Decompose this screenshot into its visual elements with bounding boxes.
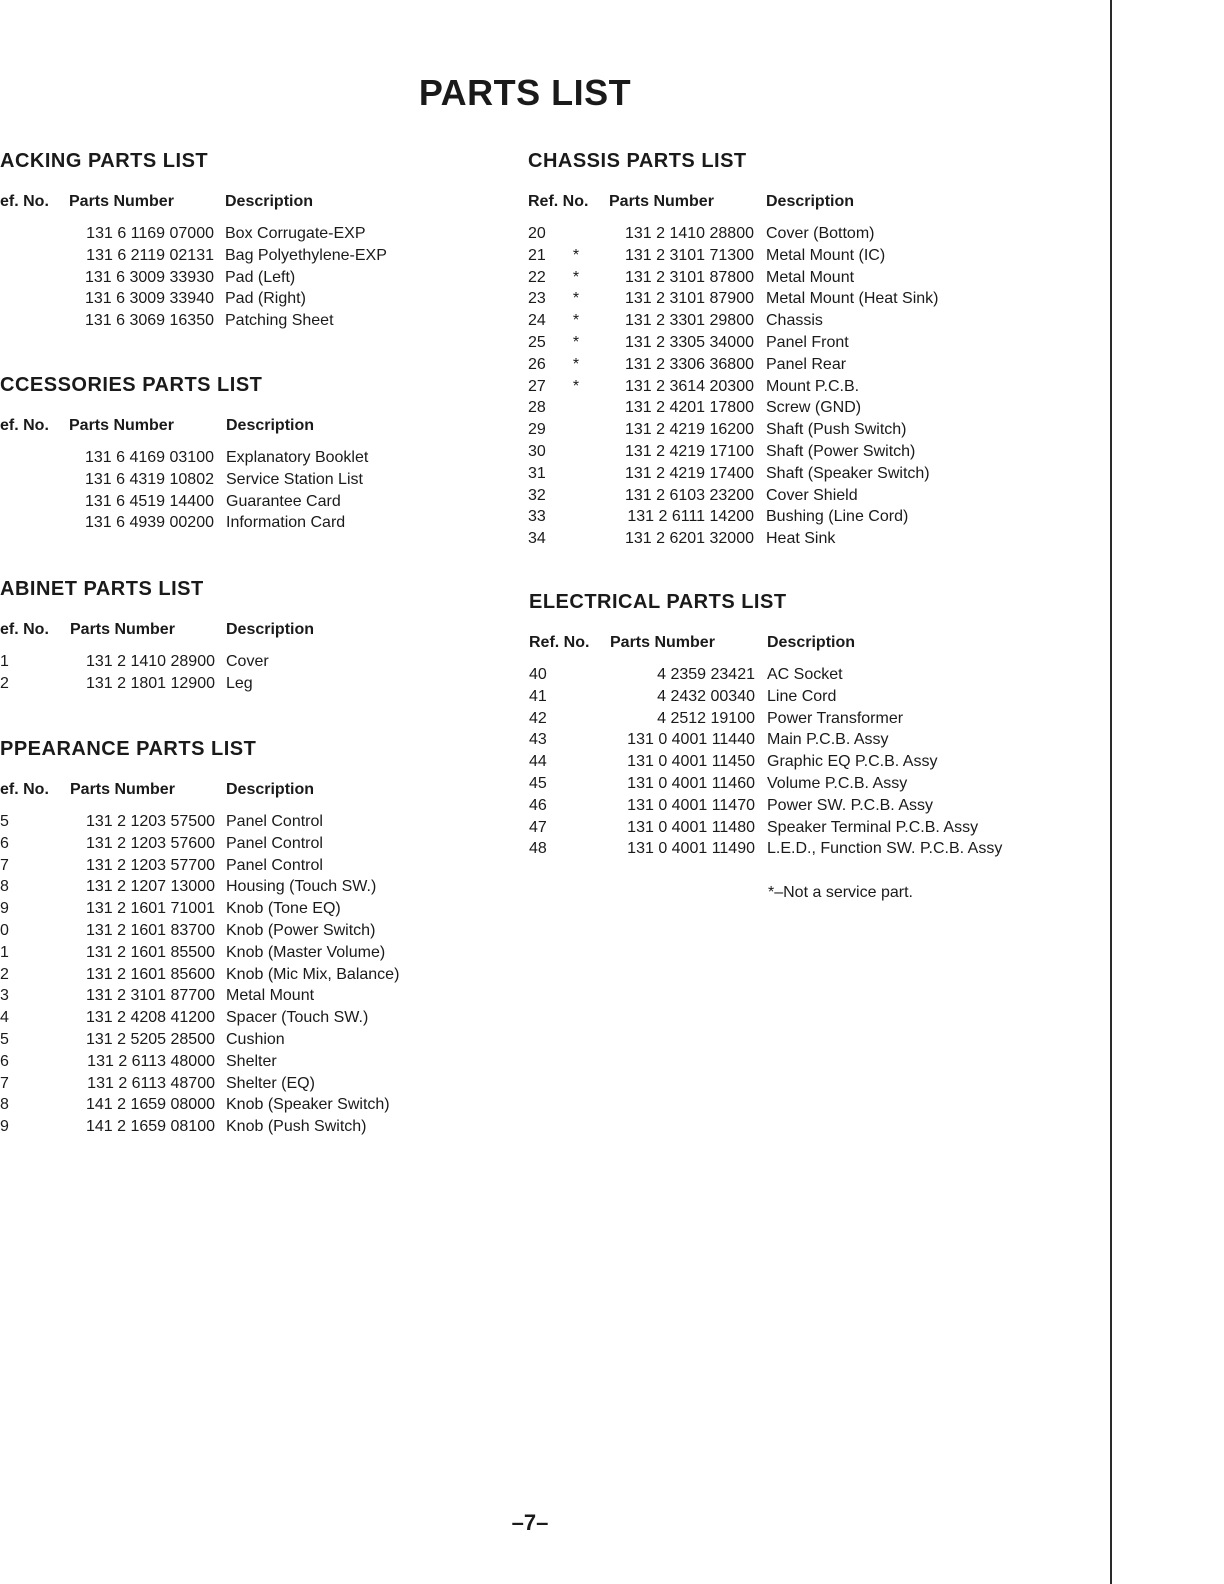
- parts-number: 4 2432 00340: [657, 687, 755, 705]
- parts-number: 131 6 4519 14400: [84, 492, 214, 510]
- description: Power Transformer: [767, 709, 904, 727]
- parts-number: 131 2 6103 23200: [624, 486, 754, 504]
- table-row: [0, 1116, 367, 1138]
- description: Knob (Mic Mix, Balance): [226, 965, 400, 983]
- ref-no: 8: [0, 878, 9, 896]
- description: Cover: [226, 653, 269, 670]
- parts-number-header: Parts Number: [69, 417, 174, 434]
- section-title: ABINET PARTS LIST: [0, 578, 204, 600]
- ref-no: 2: [0, 965, 9, 983]
- ref-no: 5: [0, 1030, 9, 1048]
- description: Pad (Right): [225, 290, 306, 308]
- parts-number: 131 2 4219 17100: [624, 442, 754, 460]
- parts-number: 131 6 4169 03100: [84, 449, 214, 466]
- description: Shaft (Push Switch): [766, 421, 907, 439]
- description: Cushion: [226, 1030, 285, 1048]
- ref-no: 6: [0, 834, 9, 852]
- parts-number: 131 2 1601 85600: [85, 965, 215, 983]
- parts-number: 131 2 6113 48700: [87, 1074, 215, 1092]
- parts-number: 131 0 4001 11480: [627, 818, 755, 836]
- parts-number: 4 2512 19100: [657, 709, 755, 727]
- ref-no: 1: [0, 653, 9, 670]
- not-service-part-note: *–Not a service part.: [768, 884, 913, 901]
- parts-number: 131 2 1801 12900: [85, 674, 215, 692]
- not-service-part-marker: *: [572, 290, 580, 308]
- description: Panel Control: [226, 856, 323, 874]
- description-header: Description: [226, 417, 315, 434]
- description: Cover Shield: [766, 486, 858, 504]
- parts-number: 131 2 3614 20300: [624, 377, 754, 395]
- parts-number: 131 2 5205 28500: [85, 1030, 215, 1048]
- parts-number: 131 2 6113 48000: [87, 1052, 215, 1070]
- description: Box Corrugate-EXP: [225, 225, 366, 242]
- description: Shelter (EQ): [226, 1074, 315, 1092]
- table-row: [0, 376, 860, 398]
- ref-no: 7: [0, 856, 9, 874]
- not-service-part-marker: *: [572, 246, 580, 264]
- description: Metal Mount (IC): [766, 246, 886, 264]
- description: Power SW. P.C.B. Assy: [767, 796, 933, 814]
- ref-no: 25: [528, 333, 546, 351]
- description: Main P.C.B. Assy: [767, 731, 889, 749]
- description: Housing (Touch SW.): [226, 878, 377, 896]
- parts-number: 131 2 1203 57500: [85, 813, 215, 830]
- binding-edge-rule: [1110, 0, 1112, 1584]
- table-row: [0, 354, 847, 376]
- description: Guarantee Card: [226, 492, 341, 510]
- ref-no: 20: [528, 225, 546, 242]
- parts-number: 131 6 3069 16350: [84, 312, 214, 330]
- description: Graphic EQ P.C.B. Assy: [767, 753, 938, 771]
- ref-no: 33: [528, 508, 546, 526]
- ref-no: 0: [0, 921, 9, 939]
- page-number: –7–: [511, 1510, 549, 1535]
- parts-number: 131 2 1601 83700: [85, 921, 215, 939]
- description: Metal Mount: [766, 268, 855, 286]
- description: Shelter: [226, 1052, 277, 1070]
- parts-number: 4 2359 23421: [657, 666, 755, 683]
- description: Knob (Tone EQ): [226, 900, 341, 918]
- description: Shaft (Power Switch): [766, 442, 916, 460]
- ref-no: 1: [0, 943, 9, 961]
- description-header: Description: [766, 193, 855, 210]
- description: Panel Control: [226, 813, 323, 830]
- parts-number: 131 6 4319 10802: [84, 470, 214, 488]
- description: Chassis: [766, 312, 823, 330]
- table-row: [0, 942, 386, 964]
- not-service-part-marker: *: [572, 377, 580, 395]
- parts-number: 131 2 3101 87900: [624, 290, 754, 308]
- table-row: [0, 729, 889, 751]
- description-header: Description: [225, 193, 314, 210]
- table-row: [0, 528, 836, 550]
- ref-no: 2: [0, 674, 9, 692]
- description: Pad (Left): [225, 268, 296, 286]
- description: Line Cord: [767, 687, 837, 705]
- not-service-part-marker: *: [572, 312, 580, 330]
- parts-number-header: Parts Number: [70, 621, 175, 638]
- ref-no: 44: [529, 753, 547, 771]
- section-title: CCESSORIES PARTS LIST: [0, 374, 263, 396]
- parts-number: 131 6 4939 00200: [84, 514, 214, 532]
- ref-no-header: Ref. No.: [529, 634, 590, 651]
- ref-no: 6: [0, 1052, 9, 1070]
- parts-number-header: Parts Number: [70, 781, 175, 798]
- table-row: [0, 898, 341, 920]
- page-title: PARTS LIST: [418, 72, 632, 113]
- ref-no-header: ef. No.: [0, 781, 49, 798]
- column-headers: [0, 634, 856, 656]
- ref-no: 8: [0, 1096, 9, 1114]
- parts-number: 131 2 3306 36800: [624, 355, 754, 373]
- parts-number: 131 0 4001 11490: [627, 840, 755, 858]
- not-service-part-marker: *: [572, 268, 580, 286]
- ref-no: 40: [529, 666, 547, 683]
- parts-number: 131 2 3101 87700: [85, 987, 215, 1005]
- table-row: [0, 664, 843, 686]
- description: Panel Front: [766, 333, 849, 351]
- ref-no: 48: [529, 840, 547, 858]
- description: Shaft (Speaker Switch): [766, 464, 930, 482]
- ref-no: 26: [528, 355, 546, 373]
- description: AC Socket: [767, 666, 843, 683]
- description-header: Description: [226, 621, 315, 638]
- description: Metal Mount (Heat Sink): [766, 290, 939, 308]
- parts-number: 131 2 4201 17800: [624, 399, 754, 417]
- table-row: [0, 920, 376, 942]
- table-row: [0, 1094, 390, 1116]
- ref-no: 34: [528, 530, 546, 548]
- parts-number: 131 0 4001 11440: [627, 731, 755, 749]
- parts-number: 131 2 4219 16200: [624, 421, 754, 439]
- section-title: ACKING PARTS LIST: [0, 150, 209, 172]
- description: Knob (Push Switch): [226, 1118, 367, 1136]
- ref-no: 9: [0, 1118, 9, 1136]
- description: Bag Polyethylene-EXP: [225, 246, 387, 264]
- description: Knob (Speaker Switch): [226, 1096, 390, 1114]
- description-header: Description: [226, 781, 315, 798]
- not-service-part-marker: *: [572, 355, 580, 373]
- parts-number: 141 2 1659 08000: [85, 1096, 215, 1114]
- parts-number-header: Parts Number: [69, 193, 174, 210]
- section-title: PPEARANCE PARTS LIST: [0, 738, 257, 760]
- parts-number-header: Parts Number: [610, 634, 715, 651]
- table-row: [0, 751, 938, 773]
- ref-no: 21: [528, 246, 546, 264]
- description: L.E.D., Function SW. P.C.B. Assy: [767, 840, 1003, 858]
- parts-number: 131 2 6201 32000: [624, 530, 754, 548]
- description: Speaker Terminal P.C.B. Assy: [767, 818, 979, 836]
- table-row: [0, 985, 315, 1007]
- description: Spacer (Touch SW.): [226, 1009, 369, 1027]
- parts-number: 131 6 3009 33940: [84, 290, 214, 308]
- description: Mount P.C.B.: [766, 377, 860, 395]
- ref-no: 30: [528, 442, 546, 460]
- table-row: [0, 876, 377, 898]
- description: Volume P.C.B. Assy: [767, 774, 908, 792]
- ref-no: 47: [529, 818, 547, 836]
- ref-no-header: ef. No.: [0, 621, 49, 638]
- parts-number: 131 2 1203 57700: [85, 856, 215, 874]
- description: Patching Sheet: [225, 312, 334, 330]
- parts-number: 131 2 3101 87800: [624, 268, 754, 286]
- ref-no: 5: [0, 813, 9, 830]
- description: Knob (Master Volume): [226, 943, 386, 961]
- parts-number: 141 2 1659 08100: [85, 1118, 215, 1136]
- description: Cover (Bottom): [766, 225, 875, 242]
- ref-no: 46: [529, 796, 547, 814]
- section-title: CHASSIS PARTS LIST: [528, 150, 747, 172]
- ref-no-header: ef. No.: [0, 193, 49, 210]
- description: Metal Mount: [226, 987, 315, 1005]
- table-row: [0, 964, 400, 986]
- description: Screw (GND): [766, 399, 862, 417]
- table-row: [0, 397, 862, 419]
- ref-no: 28: [528, 399, 546, 417]
- description: Information Card: [226, 514, 346, 532]
- parts-number: 131 6 2119 02131: [86, 246, 214, 264]
- description: Leg: [226, 674, 253, 692]
- ref-no: 22: [528, 268, 546, 286]
- table-row: [0, 1073, 315, 1095]
- ref-no: 45: [529, 774, 547, 792]
- table-row: [0, 686, 837, 708]
- table-row: [0, 1029, 285, 1051]
- parts-number: 131 2 3305 34000: [624, 333, 754, 351]
- ref-no: 4: [0, 1009, 9, 1027]
- description: Explanatory Booklet: [226, 449, 369, 466]
- parts-number: 131 6 1169 07000: [86, 225, 214, 242]
- parts-number: 131 2 1601 71001: [85, 900, 215, 918]
- parts-number: 131 2 1203 57600: [85, 834, 215, 852]
- ref-no: 27: [528, 377, 546, 395]
- description: Knob (Power Switch): [226, 921, 376, 939]
- description: Service Station List: [226, 470, 363, 488]
- description: Heat Sink: [766, 530, 836, 548]
- parts-number: 131 0 4001 11460: [627, 774, 755, 792]
- parts-number: 131 2 1410 28800: [624, 225, 754, 242]
- column-headers: [0, 193, 855, 215]
- section-title: ELECTRICAL PARTS LIST: [529, 591, 787, 613]
- ref-no: 7: [0, 1074, 9, 1092]
- ref-no: 3: [0, 987, 9, 1005]
- parts-number: 131 2 4208 41200: [85, 1009, 215, 1027]
- ref-no: 41: [529, 687, 547, 705]
- parts-number-header: Parts Number: [609, 193, 714, 210]
- not-service-part-marker: *: [572, 333, 580, 351]
- parts-number: 131 6 3009 33930: [84, 268, 214, 286]
- parts-number: 131 2 3101 71300: [624, 246, 754, 264]
- ref-no: 29: [528, 421, 546, 439]
- description: Panel Control: [226, 834, 323, 852]
- ref-no: 9: [0, 900, 9, 918]
- table-row: [0, 1007, 369, 1029]
- parts-number: 131 2 1410 28900: [85, 653, 215, 670]
- description-header: Description: [767, 634, 856, 651]
- table-row: [0, 708, 904, 730]
- table-row: [0, 795, 933, 817]
- description: Panel Rear: [766, 355, 847, 373]
- parts-number: 131 2 6111 14200: [627, 508, 754, 526]
- parts-number: 131 2 1601 85500: [85, 943, 215, 961]
- ref-no-header: Ref. No.: [528, 193, 589, 210]
- ref-no-header: ef. No.: [0, 417, 49, 434]
- parts-number: 131 2 1207 13000: [85, 878, 215, 896]
- parts-number: 131 0 4001 11470: [627, 796, 755, 814]
- ref-no: 43: [529, 731, 547, 749]
- table-row: [0, 332, 849, 354]
- description: Bushing (Line Cord): [766, 508, 909, 526]
- ref-no: 42: [529, 709, 547, 727]
- table-row: [0, 1051, 277, 1073]
- parts-number: 131 2 3301 29800: [624, 312, 754, 330]
- ref-no: 31: [528, 464, 546, 482]
- ref-no: 24: [528, 312, 546, 330]
- parts-number: 131 0 4001 11450: [627, 753, 755, 771]
- ref-no: 32: [528, 486, 546, 504]
- ref-no: 23: [528, 290, 546, 308]
- parts-number: 131 2 4219 17400: [624, 464, 754, 482]
